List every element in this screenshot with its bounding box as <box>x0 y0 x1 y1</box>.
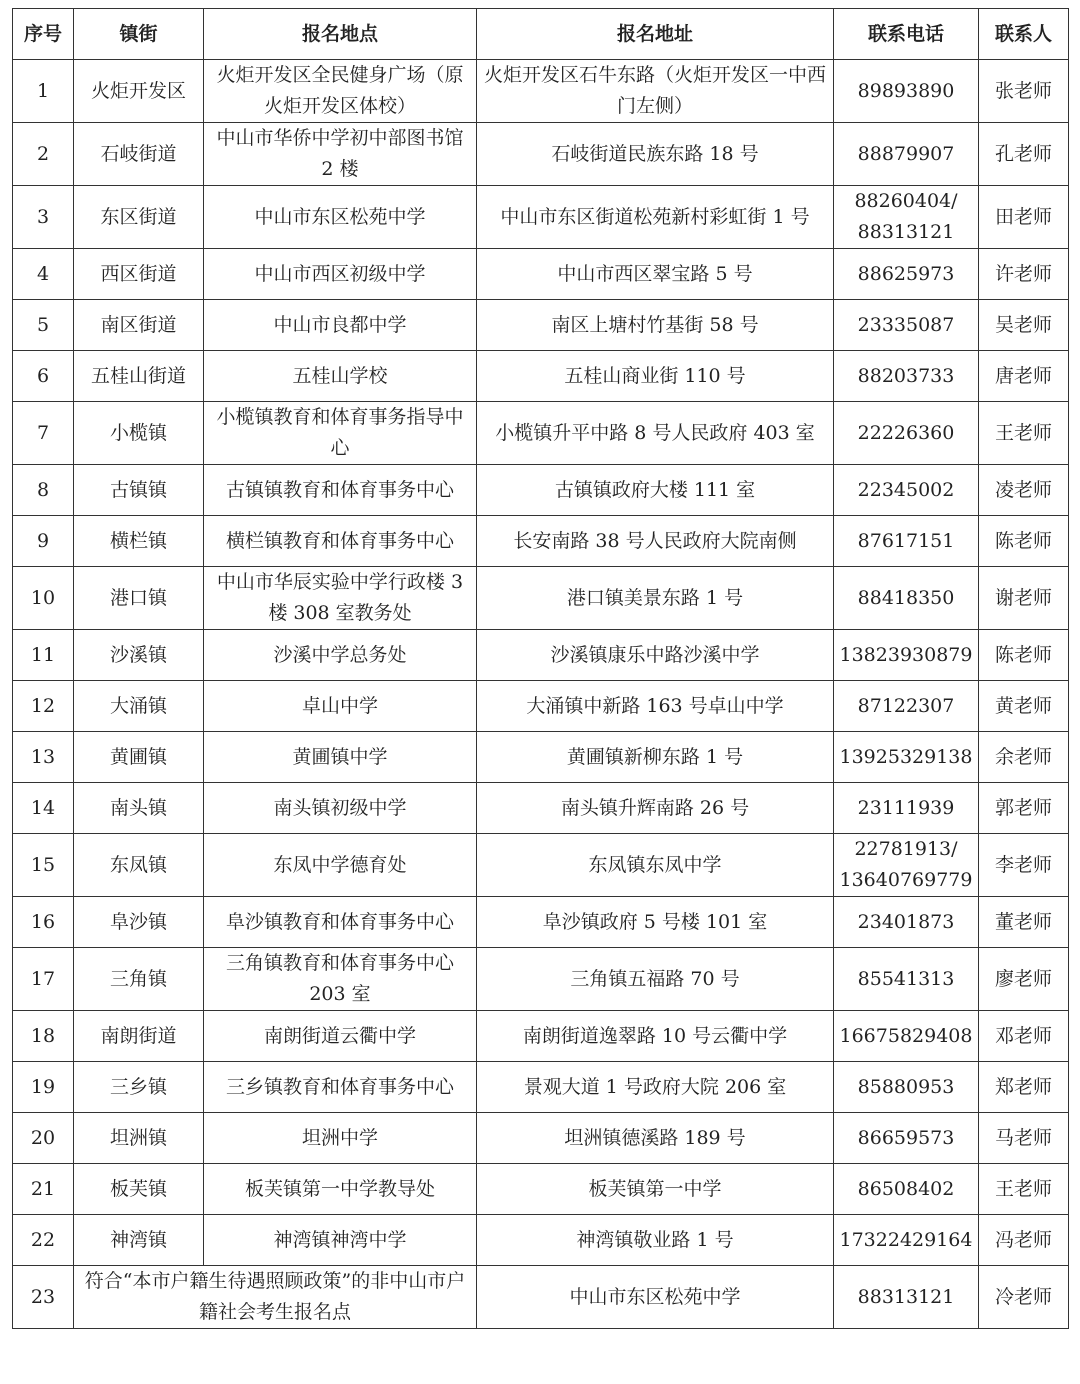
cell-address: 南区上塘村竹基街 58 号 <box>477 300 834 351</box>
cell-address: 南头镇升辉南路 26 号 <box>477 783 834 834</box>
cell-contact: 田老师 <box>979 186 1069 249</box>
cell-phone: 86508402 <box>834 1164 979 1215</box>
table-row <box>13 60 1069 123</box>
cell-contact: 王老师 <box>979 402 1069 465</box>
table-row <box>13 516 1069 567</box>
cell-site: 阜沙镇教育和体育事务中心 <box>204 897 477 948</box>
cell-address: 古镇镇政府大楼 111 室 <box>477 465 834 516</box>
cell-no: 13 <box>13 732 74 783</box>
cell-town: 五桂山街道 <box>74 351 204 402</box>
cell-phone: 16675829408 <box>834 1011 979 1062</box>
cell-site: 坦洲中学 <box>204 1113 477 1164</box>
cell-address: 黄圃镇新柳东路 1 号 <box>477 732 834 783</box>
cell-no: 17 <box>13 948 74 1011</box>
cell-site: 小榄镇教育和体育事务指导中心 <box>204 402 477 465</box>
cell-phone: 22781913/ 13640769779 <box>834 834 979 897</box>
cell-town: 神湾镇 <box>74 1215 204 1266</box>
table-row <box>13 186 1069 249</box>
cell-phone: 85880953 <box>834 1062 979 1113</box>
cell-town: 黄圃镇 <box>74 732 204 783</box>
table-row <box>13 249 1069 300</box>
cell-phone: 85541313 <box>834 948 979 1011</box>
cell-address: 港口镇美景东路 1 号 <box>477 567 834 630</box>
cell-contact: 许老师 <box>979 249 1069 300</box>
table-row <box>13 783 1069 834</box>
table-row <box>13 1062 1069 1113</box>
cell-no: 4 <box>13 249 74 300</box>
cell-address: 坦洲镇德溪路 189 号 <box>477 1113 834 1164</box>
cell-no: 1 <box>13 60 74 123</box>
cell-contact: 马老师 <box>979 1113 1069 1164</box>
cell-address: 景观大道 1 号政府大院 206 室 <box>477 1062 834 1113</box>
cell-site: 火炬开发区全民健身广场（原火炬开发区体校） <box>204 60 477 123</box>
cell-site: 南朗街道云衢中学 <box>204 1011 477 1062</box>
cell-address: 东凤镇东凤中学 <box>477 834 834 897</box>
table-row <box>13 465 1069 516</box>
cell-town: 东区街道 <box>74 186 204 249</box>
table-row <box>13 300 1069 351</box>
cell-address: 长安南路 38 号人民政府大院南侧 <box>477 516 834 567</box>
cell-phone: 22226360 <box>834 402 979 465</box>
cell-contact: 余老师 <box>979 732 1069 783</box>
cell-no: 9 <box>13 516 74 567</box>
cell-phone: 89893890 <box>834 60 979 123</box>
cell-phone: 23401873 <box>834 897 979 948</box>
header-address: 报名地址 <box>477 9 834 60</box>
cell-phone: 88260404/ 88313121 <box>834 186 979 249</box>
header-town: 镇街 <box>74 9 204 60</box>
cell-contact: 郭老师 <box>979 783 1069 834</box>
cell-town: 南头镇 <box>74 783 204 834</box>
cell-address: 阜沙镇政府 5 号楼 101 室 <box>477 897 834 948</box>
table-row <box>13 402 1069 465</box>
cell-phone: 13823930879 <box>834 630 979 681</box>
cell-town: 古镇镇 <box>74 465 204 516</box>
cell-no: 8 <box>13 465 74 516</box>
table-row <box>13 123 1069 186</box>
table-row <box>13 681 1069 732</box>
cell-phone: 88203733 <box>834 351 979 402</box>
cell-town: 南区街道 <box>74 300 204 351</box>
cell-phone: 87122307 <box>834 681 979 732</box>
table-row <box>13 732 1069 783</box>
cell-town: 三乡镇 <box>74 1062 204 1113</box>
cell-contact: 谢老师 <box>979 567 1069 630</box>
cell-site: 三乡镇教育和体育事务中心 <box>204 1062 477 1113</box>
cell-phone: 22345002 <box>834 465 979 516</box>
cell-town: 南朗街道 <box>74 1011 204 1062</box>
cell-contact: 廖老师 <box>979 948 1069 1011</box>
cell-town: 沙溪镇 <box>74 630 204 681</box>
cell-no: 12 <box>13 681 74 732</box>
cell-no: 5 <box>13 300 74 351</box>
cell-address: 石岐街道民族东路 18 号 <box>477 123 834 186</box>
cell-address: 中山市西区翠宝路 5 号 <box>477 249 834 300</box>
header-contact: 联系人 <box>979 9 1069 60</box>
cell-contact: 陈老师 <box>979 516 1069 567</box>
cell-town: 港口镇 <box>74 567 204 630</box>
cell-address: 中山市东区街道松苑新村彩虹街 1 号 <box>477 186 834 249</box>
cell-no: 3 <box>13 186 74 249</box>
cell-address: 五桂山商业街 110 号 <box>477 351 834 402</box>
header-no: 序号 <box>13 9 74 60</box>
cell-town: 西区街道 <box>74 249 204 300</box>
cell-site: 南头镇初级中学 <box>204 783 477 834</box>
table-row <box>13 897 1069 948</box>
table-row <box>13 834 1069 897</box>
table-row <box>13 1164 1069 1215</box>
cell-no: 20 <box>13 1113 74 1164</box>
cell-site: 板芙镇第一中学教导处 <box>204 1164 477 1215</box>
cell-phone: 23111939 <box>834 783 979 834</box>
cell-address: 火炬开发区石牛东路（火炬开发区一中西门左侧） <box>477 60 834 123</box>
table-row <box>13 948 1069 1011</box>
cell-no: 6 <box>13 351 74 402</box>
cell-contact: 陈老师 <box>979 630 1069 681</box>
cell-site: 中山市良都中学 <box>204 300 477 351</box>
header-phone: 联系电话 <box>834 9 979 60</box>
header-row <box>13 9 1069 60</box>
cell-phone: 86659573 <box>834 1113 979 1164</box>
registration-table <box>12 8 1069 1329</box>
cell-phone: 13925329138 <box>834 732 979 783</box>
table-row <box>13 630 1069 681</box>
cell-no: 14 <box>13 783 74 834</box>
cell-no: 22 <box>13 1215 74 1266</box>
cell-phone: 88879907 <box>834 123 979 186</box>
cell-contact: 冷老师 <box>979 1266 1069 1329</box>
cell-address: 大涌镇中新路 163 号卓山中学 <box>477 681 834 732</box>
cell-town: 小榄镇 <box>74 402 204 465</box>
table-row <box>13 567 1069 630</box>
cell-address: 三角镇五福路 70 号 <box>477 948 834 1011</box>
cell-contact: 凌老师 <box>979 465 1069 516</box>
cell-town: 板芙镇 <box>74 1164 204 1215</box>
cell-site: 黄圃镇中学 <box>204 732 477 783</box>
cell-address: 板芙镇第一中学 <box>477 1164 834 1215</box>
cell-site: 东凤中学德育处 <box>204 834 477 897</box>
table-row <box>13 1011 1069 1062</box>
cell-site: 中山市华侨中学初中部图书馆 2 楼 <box>204 123 477 186</box>
cell-site: 中山市华辰实验中学行政楼 3 楼 308 室教务处 <box>204 567 477 630</box>
cell-town: 东凤镇 <box>74 834 204 897</box>
cell-site: 沙溪中学总务处 <box>204 630 477 681</box>
cell-contact: 董老师 <box>979 897 1069 948</box>
cell-town: 阜沙镇 <box>74 897 204 948</box>
cell-address: 沙溪镇康乐中路沙溪中学 <box>477 630 834 681</box>
table-row <box>13 351 1069 402</box>
cell-phone: 88313121 <box>834 1266 979 1329</box>
cell-no: 11 <box>13 630 74 681</box>
cell-contact: 唐老师 <box>979 351 1069 402</box>
cell-town: 火炬开发区 <box>74 60 204 123</box>
cell-no: 19 <box>13 1062 74 1113</box>
cell-site: 古镇镇教育和体育事务中心 <box>204 465 477 516</box>
cell-address: 神湾镇敬业路 1 号 <box>477 1215 834 1266</box>
cell-contact: 李老师 <box>979 834 1069 897</box>
cell-town: 石岐街道 <box>74 123 204 186</box>
cell-no: 16 <box>13 897 74 948</box>
table-row <box>13 1215 1069 1266</box>
cell-contact: 张老师 <box>979 60 1069 123</box>
cell-no: 2 <box>13 123 74 186</box>
cell-address: 小榄镇升平中路 8 号人民政府 403 室 <box>477 402 834 465</box>
cell-address: 中山市东区松苑中学 <box>477 1266 834 1329</box>
cell-contact: 黄老师 <box>979 681 1069 732</box>
cell-contact: 冯老师 <box>979 1215 1069 1266</box>
cell-site-merged: 符合“本市户籍生待遇照顾政策”的非中山市户籍社会考生报名点 <box>74 1266 477 1329</box>
cell-contact: 邓老师 <box>979 1011 1069 1062</box>
cell-site: 卓山中学 <box>204 681 477 732</box>
cell-no: 10 <box>13 567 74 630</box>
cell-site: 中山市东区松苑中学 <box>204 186 477 249</box>
cell-no: 18 <box>13 1011 74 1062</box>
cell-phone: 87617151 <box>834 516 979 567</box>
cell-contact: 吴老师 <box>979 300 1069 351</box>
cell-contact: 郑老师 <box>979 1062 1069 1113</box>
cell-town: 横栏镇 <box>74 516 204 567</box>
cell-phone: 88625973 <box>834 249 979 300</box>
cell-no: 23 <box>13 1266 74 1329</box>
cell-no: 15 <box>13 834 74 897</box>
table-row <box>13 1113 1069 1164</box>
cell-town: 三角镇 <box>74 948 204 1011</box>
cell-contact: 王老师 <box>979 1164 1069 1215</box>
cell-site: 三角镇教育和体育事务中心 203 室 <box>204 948 477 1011</box>
cell-site: 神湾镇神湾中学 <box>204 1215 477 1266</box>
cell-phone: 88418350 <box>834 567 979 630</box>
cell-phone: 23335087 <box>834 300 979 351</box>
cell-phone: 17322429164 <box>834 1215 979 1266</box>
cell-no: 7 <box>13 402 74 465</box>
cell-no: 21 <box>13 1164 74 1215</box>
cell-site: 五桂山学校 <box>204 351 477 402</box>
cell-contact: 孔老师 <box>979 123 1069 186</box>
header-site: 报名地点 <box>204 9 477 60</box>
cell-site: 中山市西区初级中学 <box>204 249 477 300</box>
cell-town: 大涌镇 <box>74 681 204 732</box>
cell-site: 横栏镇教育和体育事务中心 <box>204 516 477 567</box>
cell-town: 坦洲镇 <box>74 1113 204 1164</box>
cell-address: 南朗街道逸翠路 10 号云衢中学 <box>477 1011 834 1062</box>
table-row-special <box>13 1266 1069 1329</box>
